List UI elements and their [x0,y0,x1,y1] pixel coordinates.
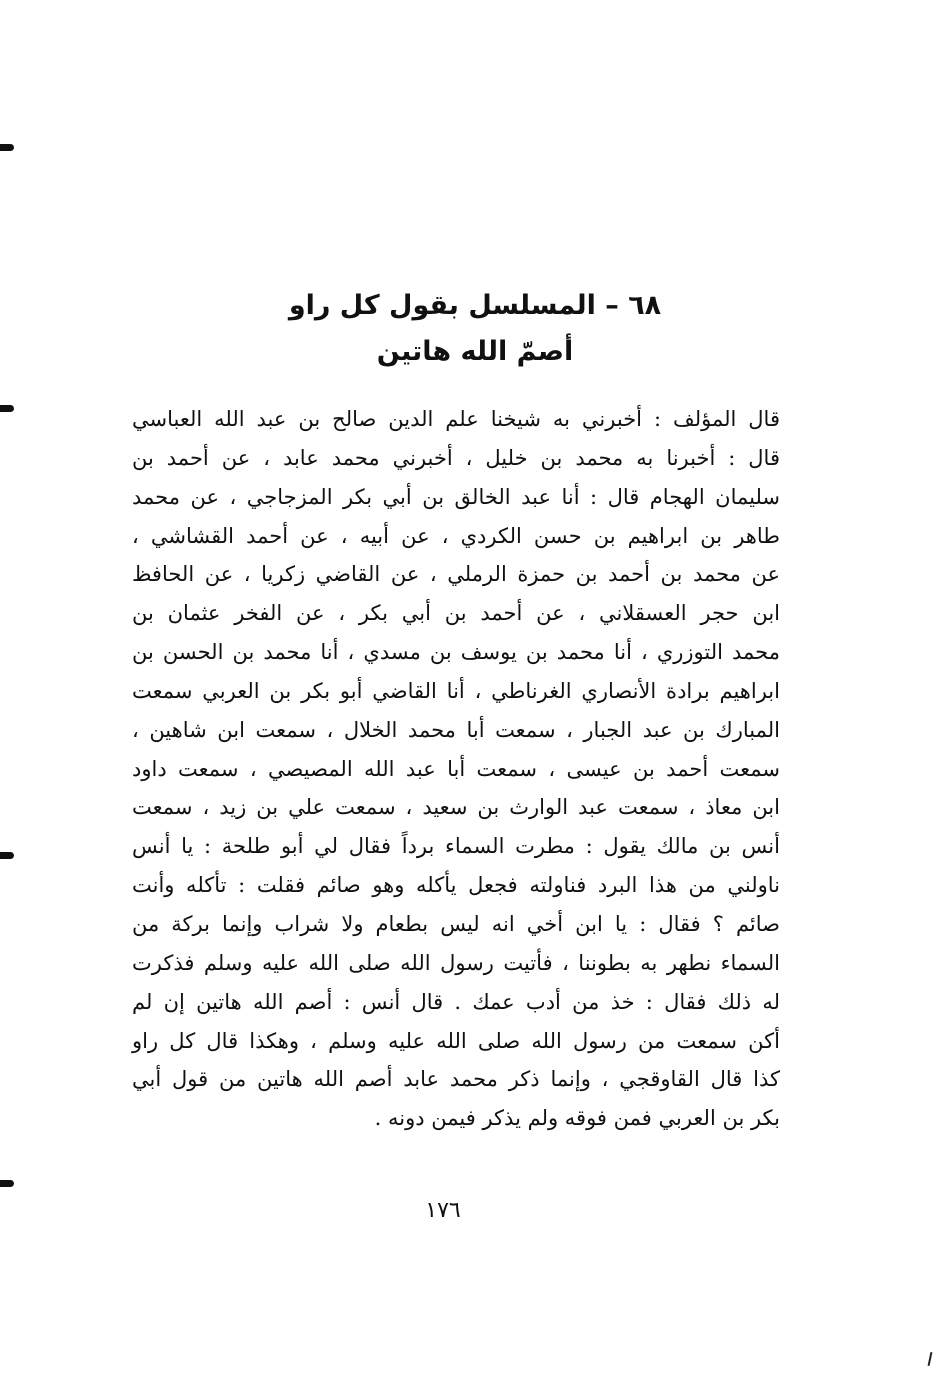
text-line: أنس بن مالك يقول : مطرت السماء برداً فقال لي أبو طلحة : يا أنس [132,834,780,859]
body-text [132,400,780,1138]
chapter-subtitle: أصمّ الله هاتين [376,336,574,367]
text-line: ابن حجر العسقلاني ، عن أحمد بن أبي بكر ، عن الفخر عثمان بن [132,601,780,626]
text-line: محمد التوزري ، أنا محمد بن يوسف بن مسدي ، أنا محمد بن الحسن بن [132,640,780,665]
margin-mark [0,144,14,151]
text-line: عن محمد بن أحمد بن حمزة الرملي ، عن القاضي زكريا ، عن الحافظ [132,562,780,587]
text-line: له ذلك فقال : خذ من أدب عمك . قال أنس : أصم الله هاتين إن لم [132,989,780,1014]
text-line: أكن سمعت من رسول الله صلى الله عليه وسلم ، وهكذا قال كل راو [132,1028,780,1053]
text-line: كذا قال القاوقجي ، وإنما ذكر محمد عابد أصم الله هاتين من قول أبي [132,1067,780,1092]
text-line: السماء نطهر به بطوننا ، فأتيت رسول الله صلى الله عليه وسلم فذكرت [132,950,780,975]
text-line: بكر بن العربي فمن فوقه ولم يذكر فيمن دونه . [374,1106,780,1131]
text-line: ابراهيم برادة الأنصاري الغرناطي ، أنا القاضي أبو بكر بن العربي سمعت [132,678,780,703]
text-line: قال : أخبرنا به محمد بن خليل ، أخبرني محمد عابد ، عن أحمد بن [132,445,780,470]
text-line: صائم ؟ فقال : يا ابن أخي انه ليس بطعام ولا شراب وإنما بركة من [132,911,780,936]
text-line: المبارك بن عبد الجبار ، سمعت أبا محمد الخلال ، سمعت ابن شاهين ، [132,717,780,742]
margin-mark [0,405,14,412]
text-line: سمعت أحمد بن عيسى ، سمعت أبا عبد الله المصيصي ، سمعت داود [132,756,780,781]
text-line: طاهر بن ابراهيم بن حسن الكردي ، عن أبيه ، عن أحمد القشاشي ، [132,523,780,548]
margin-mark [0,1180,14,1187]
text-line: ناولني من هذا البرد فناولته فجعل يأكله وهو صائم فقلت : تأكله وأنت [132,873,780,898]
page-number: ١٧٦ [425,1198,461,1223]
text-line: قال المؤلف : أخبرني به شيخنا علم الدين صالح بن عبد الله العباسي [132,407,780,431]
chapter-title: ٦٨ – المسلسل بقول كل راو [288,290,662,321]
corner-mark [928,1352,933,1366]
margin-mark [0,852,14,859]
text-line: ابن معاذ ، سمعت عبد الوارث بن سعيد ، سمعت علي بن زيد ، سمعت [132,795,780,820]
text-line: سليمان الهجام قال : أنا عبد الخالق بن أبي بكر المزجاجي ، عن محمد [132,484,780,509]
